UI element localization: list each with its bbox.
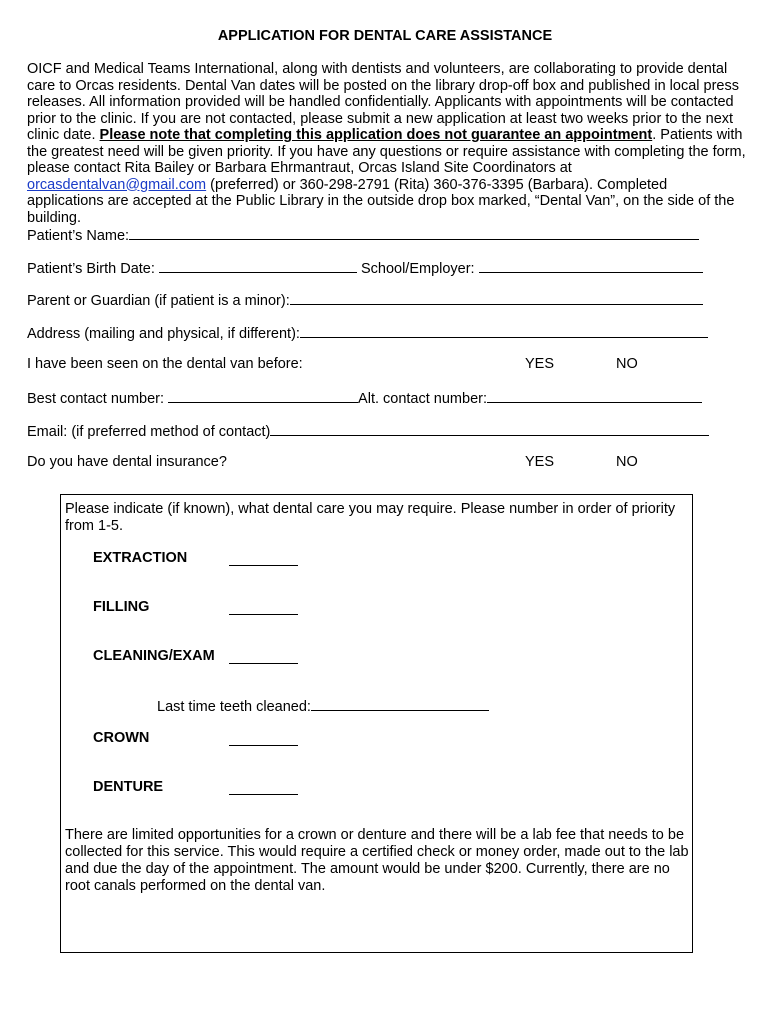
cleaning-exam-priority-field[interactable] (229, 649, 298, 664)
last-cleaned-field[interactable] (311, 697, 489, 711)
intro-text-2: . Patients with the greatest need will be given priority. If you have any questions or require assistance with completing the form, please contact Rita Bailey or Barbara Ehrmantraut, Orcas Island Site Coordinators at (27, 127, 746, 176)
seen-before-label: I have been seen on the dental van before: (27, 356, 303, 372)
school-employer-field[interactable] (479, 259, 703, 273)
seen-before-yes[interactable]: YES (525, 356, 555, 372)
last-cleaned-label: Last time teeth cleaned: (157, 699, 311, 715)
address-field[interactable] (300, 324, 708, 338)
address-label: Address (mailing and physical, if different): (27, 326, 300, 342)
birth-date-label: Patient’s Birth Date: (27, 261, 155, 277)
intro-text-1: OICF and Medical Teams International, along with dentists and volunteers, are collaborating to provide dental care to Orcas residents. Dental Van dates will be posted on the library drop-off box and published in local press releases. All information provided will be handled confidentially. Applicants with appointments will be contacted prior to the clinic. If you are not contacted, please submit a new application at least two weeks prior to the next clinic date. (27, 61, 739, 143)
guardian-label: Parent or Guardian (if patient is a minor): (27, 293, 290, 309)
address-row (27, 324, 708, 342)
guardian-row (27, 291, 703, 309)
contact-row (27, 389, 702, 407)
no-guarantee-note: Please note that completing this application does not guarantee an appointment (99, 127, 653, 143)
intro-text-3: (preferred) or 360-298-2791 (Rita) 360-376-3395 (Barbara). Completed applications are accepted at the Public Library in the outside drop box marked, “Dental Van”, on the side of the building. (27, 176, 735, 226)
birth-date-field[interactable] (159, 259, 357, 273)
alt-contact-field[interactable] (487, 389, 702, 403)
denture-label: DENTURE (93, 779, 164, 795)
insurance-label: Do you have dental insurance? (27, 454, 227, 470)
extraction-priority-field[interactable] (229, 551, 298, 566)
insurance-yes[interactable]: YES (525, 454, 555, 470)
crown-priority-field[interactable] (229, 731, 298, 746)
extraction-label: EXTRACTION (93, 550, 188, 566)
dental-care-box (60, 494, 693, 953)
patient-name-field[interactable] (129, 226, 699, 240)
filling-priority-field[interactable] (229, 600, 298, 615)
patient-name-label: Patient’s Name: (27, 228, 130, 244)
email-row (27, 422, 709, 440)
birth-date-row (27, 259, 703, 277)
alt-contact-label: Alt. contact number: (358, 391, 487, 407)
filling-label: FILLING (93, 599, 150, 615)
guardian-field[interactable] (290, 291, 703, 305)
form-title: APPLICATION FOR DENTAL CARE ASSISTANCE (217, 28, 553, 44)
lab-fee-note: There are limited opportunities for a crown or denture and there will be a lab fee that needs to be collected for this service. This would require a certified check or money order, made out to the lab and due the day of the appointment. The amount would be under $200. Currently, there are no root canals performed on the dental van. (65, 827, 689, 894)
denture-priority-field[interactable] (229, 780, 298, 795)
insurance-no[interactable]: NO (616, 454, 638, 470)
patient-name-row (27, 226, 699, 244)
best-contact-label: Best contact number: (27, 391, 165, 407)
best-contact-field[interactable] (168, 389, 358, 403)
crown-label: CROWN (93, 730, 150, 746)
intro-paragraph (27, 61, 747, 226)
school-employer-label: School/Employer: (360, 261, 475, 277)
email-field[interactable] (270, 422, 709, 436)
contact-email-link[interactable]: orcasdentalvan@gmail.com (27, 176, 207, 193)
last-cleaned-row (157, 697, 489, 715)
email-label: Email: (if preferred method of contact) (27, 424, 271, 440)
cleaning-exam-label: CLEANING/EXAM (93, 648, 215, 664)
care-box-intro: Please indicate (if known), what dental care you may require. Please number in order of priority from 1-5. (65, 501, 676, 534)
seen-before-no[interactable]: NO (616, 356, 638, 372)
